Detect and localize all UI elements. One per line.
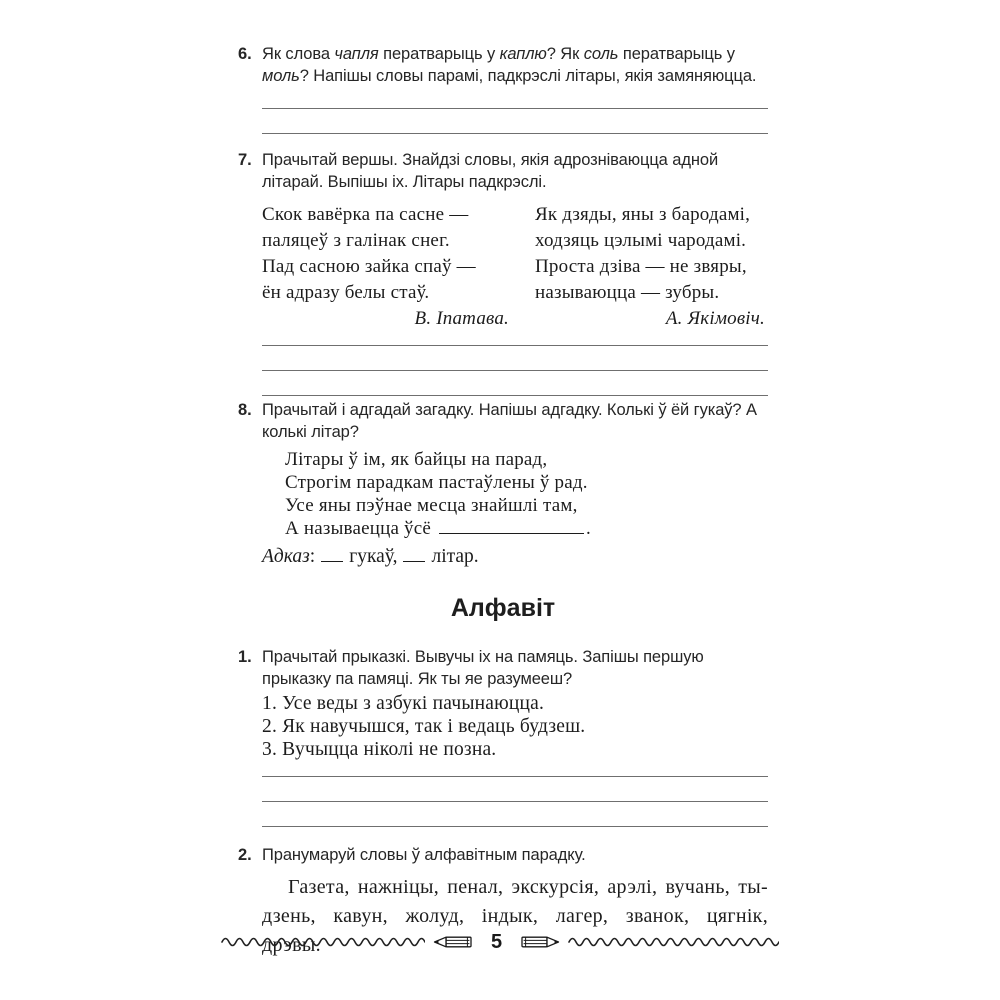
poem-author: В. Іпатава. bbox=[414, 308, 509, 329]
writing-line bbox=[262, 109, 768, 134]
answer-blank bbox=[321, 547, 343, 562]
exercise-2-instruction: Пранумаруй словы ў алфавітным парадку. bbox=[262, 846, 586, 864]
page-content bbox=[238, 44, 768, 960]
exercise-2-number: 2. bbox=[238, 846, 252, 864]
poem-line: ён адразу белы стаў. bbox=[262, 282, 430, 303]
exercise-6 bbox=[238, 44, 768, 87]
riddle-text: А называецца ўсё bbox=[285, 518, 432, 539]
section-heading: Алфавіт bbox=[450, 594, 556, 622]
italic-word: каплю bbox=[499, 45, 547, 63]
writing-lines bbox=[262, 752, 768, 827]
word-list-line: дзень, кавун, жолуд, індык, лагер, званок, цягнік, дрэвы. bbox=[262, 904, 768, 956]
answer-text: літар. bbox=[431, 546, 479, 567]
proverbs-list bbox=[262, 692, 768, 761]
riddle-line: Усе яны пэўнае месца знайшлі там, bbox=[285, 495, 578, 516]
poem-line: паляцеў з галінак снег. bbox=[262, 230, 450, 251]
exercise-1-instruction: Прачытай прыказкі. Вывучы іх на памяць. Запішы першую прыказку па памяці. Як ты яе разумееш? bbox=[262, 648, 704, 688]
poem-line: Скок вавёрка па сасне — bbox=[262, 204, 469, 225]
exercise-1 bbox=[238, 647, 768, 690]
italic-word: чапля bbox=[334, 45, 379, 63]
writing-line bbox=[262, 346, 768, 371]
exercise-6-instruction bbox=[262, 44, 768, 87]
exercise-8-number: 8. bbox=[238, 401, 252, 419]
poem-line: Пад сасною зайка спаў — bbox=[262, 256, 476, 277]
exercise-7-instruction: Прачытай вершы. Знайдзі словы, якія адрозніваюцца адной літарай. Выпішы іх. Літары падкрэслі. bbox=[262, 151, 719, 191]
answer-blank bbox=[439, 519, 584, 534]
exercise-2 bbox=[238, 845, 768, 867]
riddle-text: . bbox=[586, 518, 591, 539]
instruction-text: ? Напішы словы парамі, падкрэслі літары, якія замяняюцца. bbox=[299, 66, 757, 85]
riddle bbox=[285, 448, 768, 540]
answer-text: : bbox=[309, 546, 316, 567]
pencil-icon bbox=[521, 934, 561, 950]
proverb-item: 3. Вучыцца ніколі не позна. bbox=[262, 739, 497, 760]
poem-left bbox=[262, 202, 512, 331]
exercise-8-instruction: Прачытай і адгадай загадку. Напішы адгадку. Колькі ў ёй гукаў? А колькі літар? bbox=[262, 401, 757, 441]
exercise-7-number: 7. bbox=[238, 151, 252, 169]
writing-line bbox=[262, 777, 768, 802]
exercise-1-number: 1. bbox=[238, 648, 252, 666]
writing-line bbox=[262, 371, 768, 396]
pencil-icon bbox=[432, 934, 472, 950]
word-list-line: Газета, нажніцы, пенал, экскурсія, арэлі, вучань, ты- bbox=[288, 875, 768, 898]
riddle-line: Літары ў ім, як байцы на парад, bbox=[285, 449, 548, 470]
exercise-7 bbox=[238, 150, 768, 193]
answer-blank bbox=[403, 547, 425, 562]
page-number: 5 bbox=[490, 931, 503, 953]
riddle-line: Строгім парадкам пастаўлены ў рад. bbox=[285, 472, 588, 493]
page-footer bbox=[0, 932, 1000, 952]
poem-line: называюцца — зубры. bbox=[535, 282, 720, 303]
poem-line: Як дзяды, яны з бародамі, bbox=[535, 204, 751, 225]
proverb-item: 1. Усе веды з азбукі пачынаюцца. bbox=[262, 693, 545, 714]
writing-line bbox=[262, 84, 768, 109]
writing-line bbox=[262, 802, 768, 827]
instruction-text: ператварыць у bbox=[618, 45, 735, 63]
poem-right bbox=[535, 202, 768, 331]
answer-label: Адказ bbox=[262, 546, 310, 567]
instruction-text: Як слова bbox=[262, 45, 335, 63]
squiggle-divider bbox=[568, 934, 779, 950]
italic-word: соль bbox=[583, 45, 619, 63]
poem-line: ходзяць цэлымі чародамі. bbox=[535, 230, 747, 251]
answer-line bbox=[262, 546, 768, 568]
proverb-item: 2. Як навучышся, так і ведаць будзеш. bbox=[262, 716, 586, 737]
instruction-text: ? Як bbox=[546, 45, 584, 63]
poems-row bbox=[262, 202, 768, 331]
writing-lines bbox=[262, 321, 768, 396]
instruction-text: ператварыць у bbox=[378, 45, 500, 63]
exercise-8 bbox=[238, 400, 768, 443]
italic-word: моль bbox=[262, 66, 300, 85]
poem-author: А. Якімовіч. bbox=[665, 308, 765, 329]
answer-text: гукаў, bbox=[349, 546, 398, 567]
writing-lines bbox=[262, 84, 768, 134]
poem-line: Проста дзіва — не звяры, bbox=[535, 256, 747, 277]
squiggle-divider bbox=[221, 934, 425, 950]
exercise-6-number: 6. bbox=[238, 45, 252, 63]
riddle-line-with-blank bbox=[285, 517, 768, 540]
